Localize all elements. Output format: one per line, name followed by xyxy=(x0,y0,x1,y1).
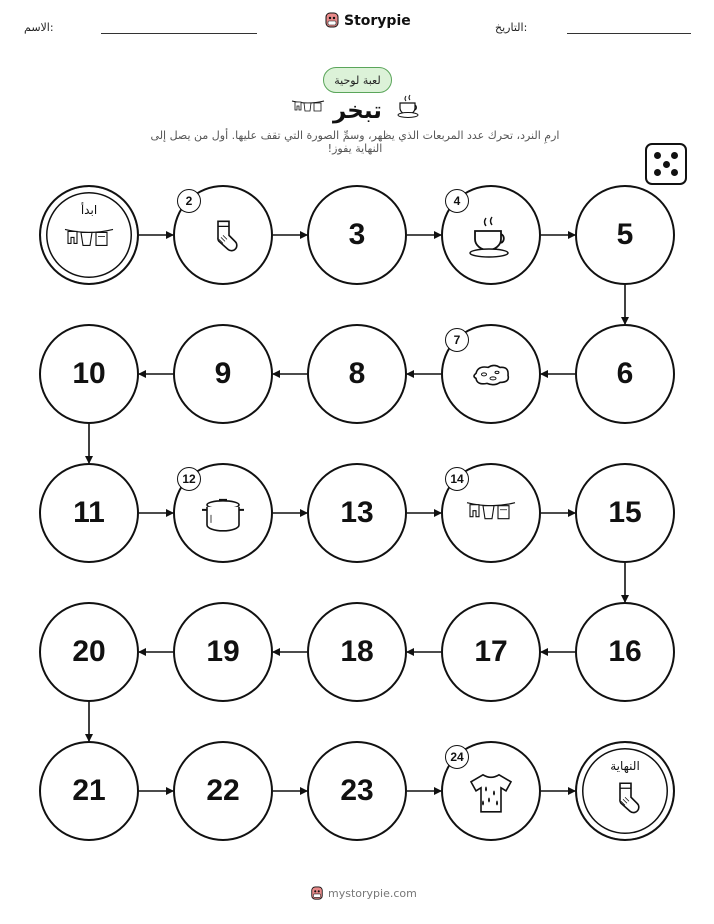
board-space-1 xyxy=(39,185,139,285)
space-number-badge: 7 xyxy=(445,328,469,352)
space-number: 21 xyxy=(72,774,106,807)
space-number-badge: 12 xyxy=(177,467,201,491)
space-number: 20 xyxy=(72,635,106,668)
board-space-20 xyxy=(39,602,139,702)
space-number-badge: 4 xyxy=(445,189,469,213)
board-space-15 xyxy=(575,463,675,563)
board-space-18 xyxy=(307,602,407,702)
space-number-badge: 24 xyxy=(445,745,469,769)
board-space-3 xyxy=(307,185,407,285)
brand-name: Storypie xyxy=(344,12,411,29)
space-number: 10 xyxy=(72,357,106,390)
space-number: 18 xyxy=(340,635,374,668)
instructions-text: ارمِ النرد، تحرك عدد المربعات الذي يظهر، وسمِّ الصورة التي تقف عليها. أول من يصل إلى النهاية يفوز! xyxy=(150,129,560,155)
board-space-11 xyxy=(39,463,139,563)
pot-icon xyxy=(199,493,247,541)
board-space-22 xyxy=(173,741,273,841)
clothesline-icon xyxy=(64,225,114,259)
space-number: 8 xyxy=(348,357,366,390)
board-space-8 xyxy=(307,324,407,424)
board-space-21 xyxy=(39,741,139,841)
board-space-16 xyxy=(575,602,675,702)
board-space-23 xyxy=(307,741,407,841)
game-type-badge: لعبة لوحية xyxy=(323,67,392,93)
space-number: 13 xyxy=(340,496,374,529)
space-number: 22 xyxy=(206,774,240,807)
name-label: الاسم: xyxy=(24,21,54,34)
board-space-25 xyxy=(575,741,675,841)
space-number: 16 xyxy=(608,635,642,668)
start-label: ابدأ xyxy=(80,203,98,217)
footer xyxy=(310,886,417,901)
sock-icon xyxy=(606,779,644,821)
storypie-mascot-icon xyxy=(310,886,324,901)
page-title: تبخر xyxy=(333,98,382,124)
board-space-17 xyxy=(441,602,541,702)
space-number-badge: 14 xyxy=(445,467,469,491)
board-space-9 xyxy=(173,324,273,424)
date-label: التاريخ: xyxy=(495,21,528,34)
clothesline-icon xyxy=(466,499,516,533)
wet-shirt-icon xyxy=(469,771,513,819)
space-number: 11 xyxy=(73,496,105,529)
board-space-10 xyxy=(39,324,139,424)
space-number-badge: 2 xyxy=(177,189,201,213)
space-number: 5 xyxy=(616,218,634,251)
board-space-6 xyxy=(575,324,675,424)
board-space-13 xyxy=(307,463,407,563)
space-number: 9 xyxy=(214,357,232,390)
puddle-icon xyxy=(470,361,512,391)
sock-icon xyxy=(204,217,242,259)
space-number: 19 xyxy=(206,635,240,668)
space-number: 23 xyxy=(340,774,374,807)
space-number: 6 xyxy=(616,357,634,390)
coffee-cup-icon xyxy=(468,214,514,264)
board-space-5 xyxy=(575,185,675,285)
space-number: 3 xyxy=(348,218,366,251)
footer-site: mystorypie.com xyxy=(328,887,417,900)
finish-label: النهاية xyxy=(610,759,640,773)
board-space-19 xyxy=(173,602,273,702)
space-number: 15 xyxy=(608,496,642,529)
space-number: 17 xyxy=(474,635,508,668)
